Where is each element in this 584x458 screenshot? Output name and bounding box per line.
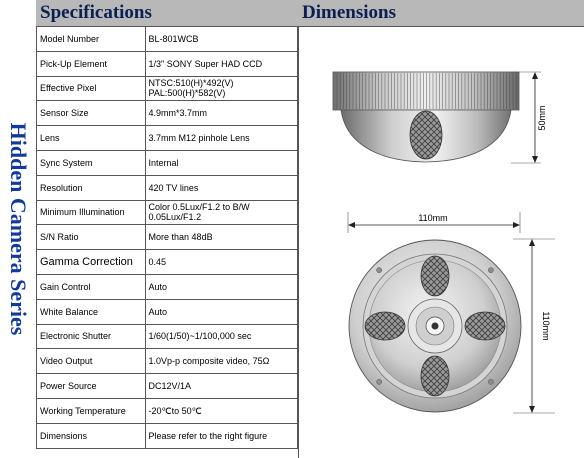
spec-label: Dimensions	[37, 423, 146, 448]
spec-value: 1.0Vp-p composite video, 75Ω	[145, 349, 297, 374]
vent-band	[333, 72, 519, 110]
spec-row-sensor	[37, 101, 298, 126]
spec-row-resolution	[37, 175, 298, 200]
spec-row-illumination	[37, 200, 298, 225]
screw-icon	[488, 379, 493, 384]
screw-icon	[377, 268, 382, 273]
spec-row-video	[37, 349, 298, 374]
spec-value: 0.45	[145, 250, 297, 275]
spec-label: Video Output	[37, 349, 146, 374]
spec-label: Gain Control	[37, 274, 146, 299]
spec-label: Effective Pixel	[37, 76, 146, 101]
spec-label: Model Number	[37, 27, 146, 52]
spec-label: Gamma Correction	[37, 250, 146, 275]
header-bar	[36, 0, 584, 26]
spec-row-lens	[37, 126, 298, 151]
width-label: 110mm	[418, 213, 448, 223]
spec-label: S/N Ratio	[37, 225, 146, 250]
spec-label: Resolution	[37, 175, 146, 200]
dimensions-panel	[298, 26, 584, 458]
camera-drawing	[299, 27, 584, 458]
spec-label: Lens	[37, 126, 146, 151]
spec-row-pixel	[37, 76, 298, 101]
spec-label: Working Temperature	[37, 398, 146, 423]
spec-value: 3.7mm M12 pinhole Lens	[145, 126, 297, 151]
sidebar	[0, 0, 36, 458]
spec-value: 4.9mm*3.7mm	[145, 101, 297, 126]
spec-value: Internal	[145, 150, 297, 175]
arrow-up-icon	[529, 239, 535, 246]
spec-row-snr	[37, 225, 298, 250]
screw-icon	[377, 379, 382, 384]
pal-line: PAL:500(H)*582(V)	[148, 88, 226, 99]
spec-value: DC12V/1A	[145, 374, 297, 399]
spec-row-white-balance	[37, 299, 298, 324]
arrow-right-icon	[513, 222, 520, 228]
depth-label: 110mm	[541, 311, 551, 341]
grille-bottom	[421, 356, 449, 396]
spec-row-pickup	[37, 51, 298, 76]
spec-label: White Balance	[37, 299, 146, 324]
dimensions-heading: Dimensions	[302, 2, 396, 23]
camera-top-view	[348, 212, 555, 413]
spec-label: Electronic Shutter	[37, 324, 146, 349]
grille-left	[365, 312, 405, 340]
spec-label: Pick-Up Element	[37, 51, 146, 76]
spec-value: Auto	[145, 299, 297, 324]
spec-value: Please refer to the right figure	[145, 423, 297, 448]
spec-row-temperature	[37, 398, 298, 423]
spec-label: Sync System	[37, 150, 146, 175]
spec-value	[145, 76, 297, 101]
spec-value: BL-801WCB	[145, 27, 297, 52]
spec-value: -20℃to 50℃	[145, 398, 297, 423]
spec-label: Sensor Size	[37, 101, 146, 126]
illumination-line-2: 0.05Lux/F1.2	[148, 212, 202, 223]
spec-row-sync	[37, 150, 298, 175]
spec-value: More than 48dB	[145, 225, 297, 250]
spec-value: 420 TV lines	[145, 175, 297, 200]
grille-top	[421, 256, 449, 296]
spec-value	[145, 200, 297, 225]
spec-row-shutter	[37, 324, 298, 349]
spec-row-dimensions	[37, 423, 298, 448]
spec-value: Auto	[145, 274, 297, 299]
spec-table	[36, 26, 298, 449]
spec-row-model	[37, 27, 298, 52]
spec-label: Minimum Illumination	[37, 200, 146, 225]
ntsc-line: NTSC:510(H)*492(V)	[148, 78, 234, 89]
camera-side-view	[333, 72, 547, 163]
side-lens-cover	[410, 111, 442, 159]
pinhole-center	[432, 323, 439, 330]
illumination-line-1: Color 0.5Lux/F1.2 to B/W	[148, 202, 250, 213]
height-label: 50mm	[537, 105, 547, 131]
specifications-heading: Specifications	[40, 2, 152, 23]
spec-row-gain	[37, 274, 298, 299]
arrow-down-icon	[532, 156, 538, 163]
spec-value: 1/3" SONY Super HAD CCD	[145, 51, 297, 76]
spec-value: 1/60(1/50)~1/100,000 sec	[145, 324, 297, 349]
spec-row-power	[37, 374, 298, 399]
spec-label: Power Source	[37, 374, 146, 399]
arrow-left-icon	[348, 222, 355, 228]
series-title: Hidden Camera Series	[6, 122, 31, 336]
arrow-up-icon	[532, 72, 538, 79]
screw-icon	[488, 268, 493, 273]
spec-row-gamma	[37, 250, 298, 275]
grille-right	[465, 312, 505, 340]
arrow-down-icon	[529, 406, 535, 413]
